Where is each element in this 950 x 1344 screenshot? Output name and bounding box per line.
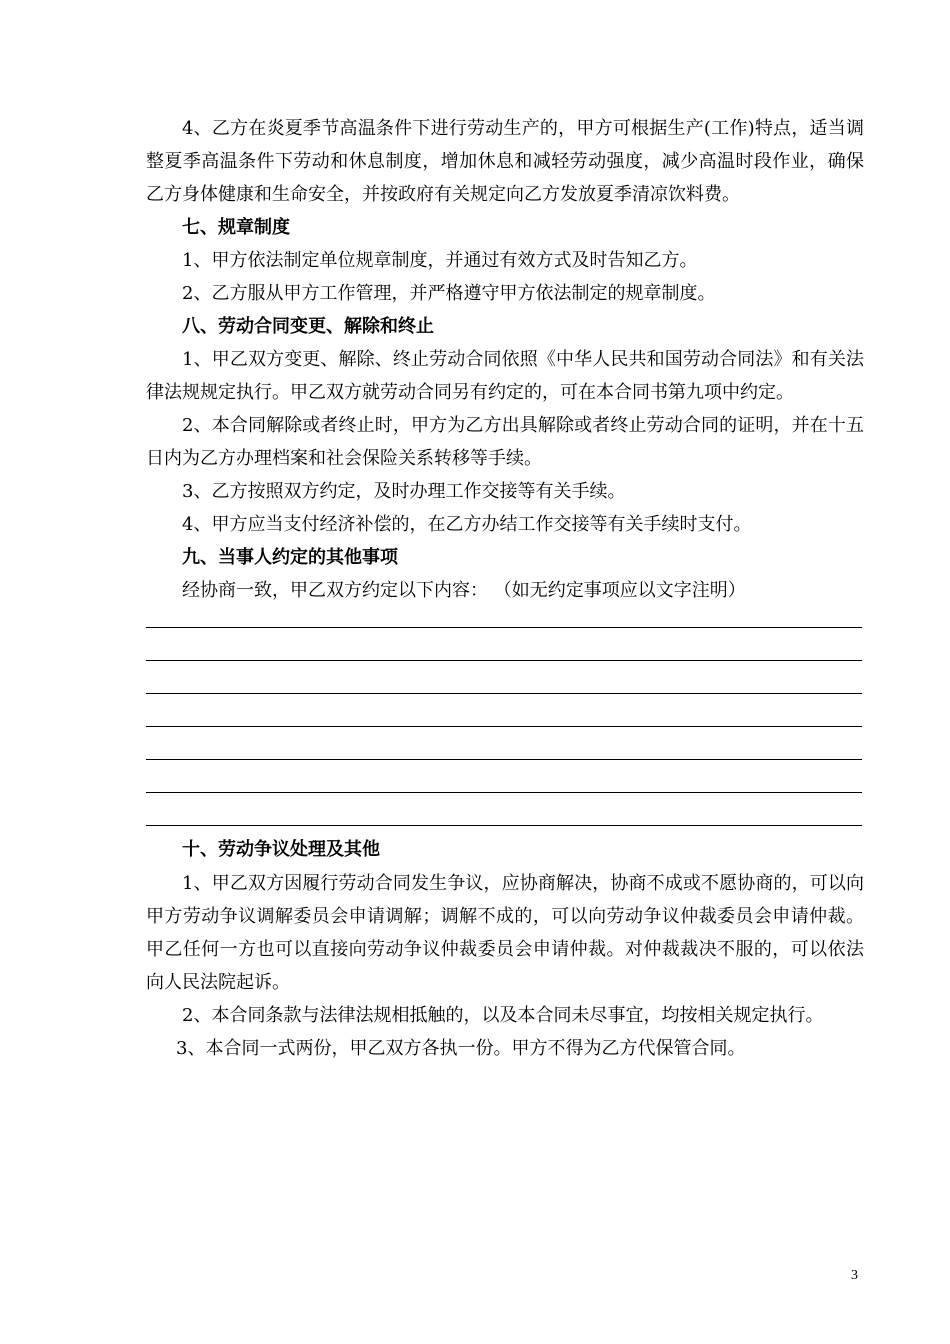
- blank-line: [146, 660, 862, 661]
- clause-6-4: 4、乙方在炎夏季节高温条件下进行劳动生产的，甲方可根据生产(工作)特点，适当调整夏季高温条件下劳动和休息制度，增加休息和减轻劳动强度，减少高温时段作业，确保乙方身体健康和生命安全，并按政府有关规定向乙方发放夏季清凉饮料费。: [146, 118, 864, 205]
- clause-7-2: 2、乙方服从甲方工作管理，并严格遵守甲方依法制定的规章制度。: [182, 283, 716, 304]
- clause-10-1: 1、甲乙双方因履行劳动合同发生争议，应协商解决，协商不成或不愿协商的，可以向甲方劳动争议调解委员会申请调解；调解不成的，可以向劳动争议仲裁委员会申请仲裁。甲乙任何一方也可以直接向劳动争议仲裁委员会申请仲裁。对仲裁裁决不服的，可以依法向人民法院起诉。: [146, 873, 864, 993]
- blank-line: [146, 792, 862, 793]
- blank-line: [146, 726, 862, 727]
- clause-10-3: 3、本合同一式两份，甲乙双方各执一份。甲方不得为乙方代保管合同。: [176, 1038, 746, 1059]
- clause-7-1: 1、甲方依法制定单位规章制度，并通过有效方式及时告知乙方。: [182, 250, 698, 271]
- section-7-title: 七、规章制度: [182, 217, 290, 238]
- page-number: 3: [851, 1268, 858, 1283]
- blank-line: [146, 693, 862, 694]
- blank-line: [146, 759, 862, 760]
- clause-8-2: 2、本合同解除或者终止时，甲方为乙方出具解除或者终止劳动合同的证明，并在十五日内为乙方办理档案和社会保险关系转移等手续。: [146, 415, 864, 469]
- section-9-title: 九、当事人约定的其他事项: [182, 547, 398, 568]
- clause-10-2: 2、本合同条款与法律法规相抵触的，以及本合同未尽事宜，均按相关规定执行。: [182, 1005, 824, 1026]
- section-9-intro: 经协商一致，甲乙双方约定以下内容： （如无约定事项应以文字注明）: [182, 580, 746, 601]
- clause-8-1: 1、甲乙双方变更、解除、终止劳动合同依照《中华人民共和国劳动合同法》和有关法律法规规定执行。甲乙双方就劳动合同另有约定的，可在本合同书第九项中约定。: [146, 349, 864, 403]
- blank-line: [146, 825, 862, 826]
- blank-line: [146, 627, 862, 628]
- clause-8-3: 3、乙方按照双方约定，及时办理工作交接等有关手续。: [182, 481, 626, 502]
- section-10-title: 十、劳动争议处理及其他: [182, 839, 380, 860]
- section-8-title: 八、劳动合同变更、解除和终止: [182, 316, 434, 337]
- clause-8-4: 4、甲方应当支付经济补偿的，在乙方办结工作交接等有关手续时支付。: [182, 514, 752, 535]
